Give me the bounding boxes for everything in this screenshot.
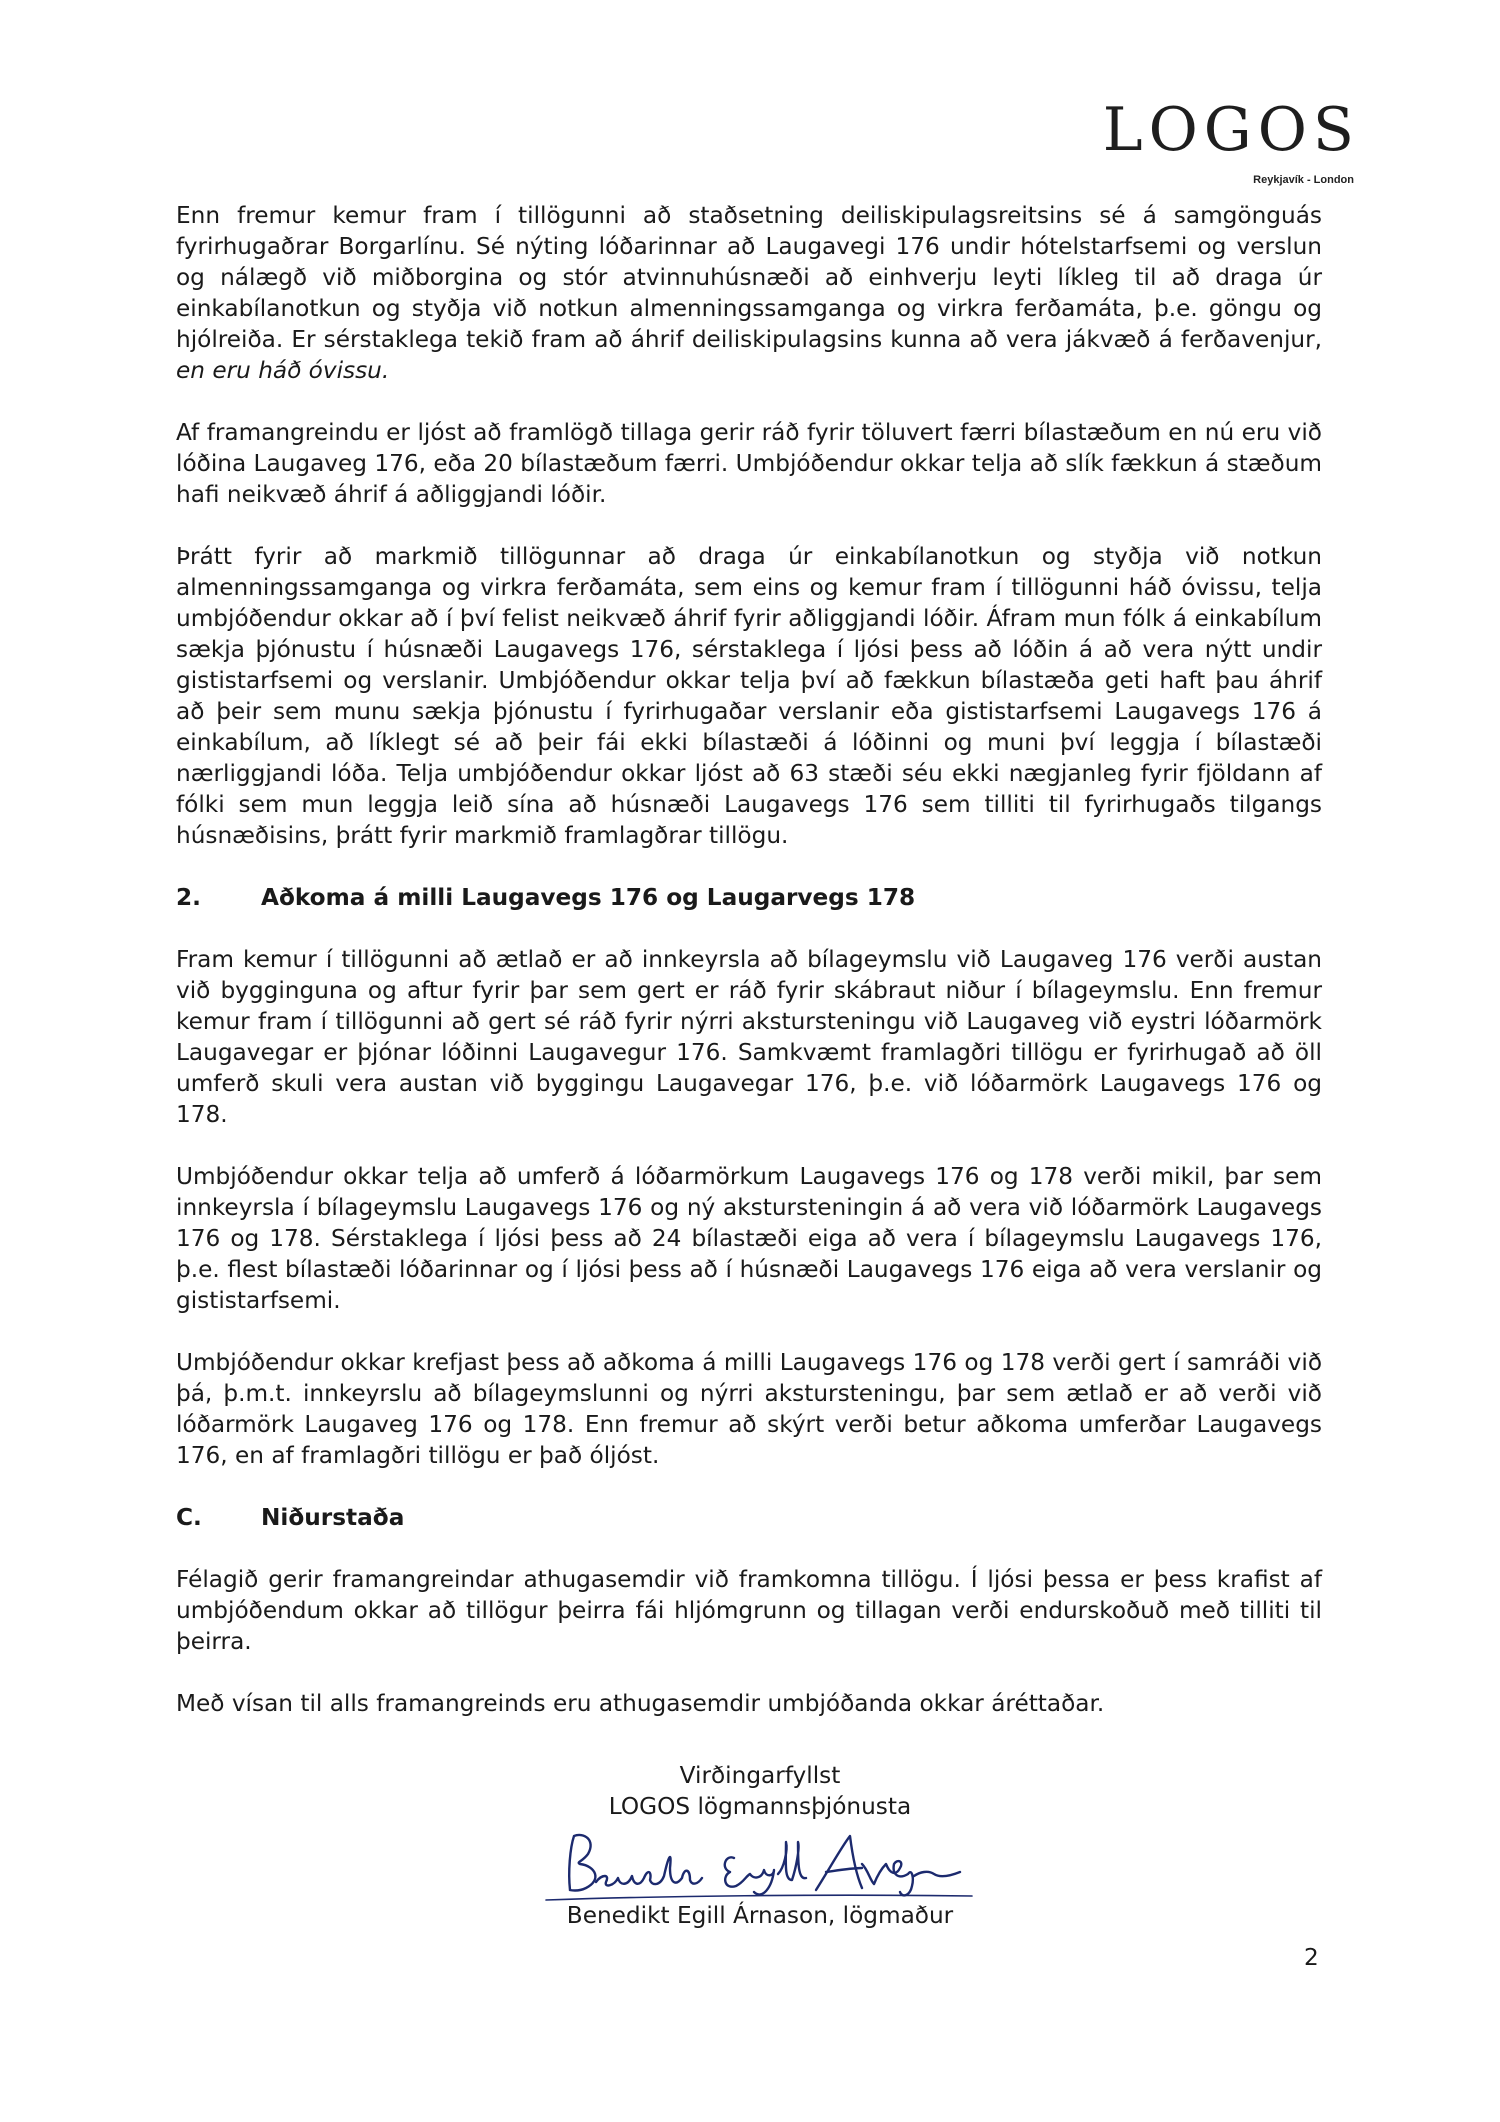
- handwritten-signature: [540, 1828, 980, 1904]
- paragraph-traffic: Umbjóðendur okkar telja að umferð á lóðarmörkum Laugavegs 176 og 178 verði mikil, þar sem innkeyrsla í bílageymslu Laugavegs 176 og ný akstursteningin á að vera við lóðarmörk Laugavegs 176 og 178. Sérstaklega í ljósi þess að 24 bílastæði eiga að vera í bílageymslu Laugavegs 176, þ.e. flest bílastæði lóðarinnar og í ljósi þess að í húsnæði Laugavegs 176 eiga að vera verslanir og gististarfsemi.: [176, 1163, 1322, 1314]
- paragraph-borgarlina: [176, 200, 1322, 386]
- section-number: C.: [176, 1504, 202, 1531]
- paragraph-closing: Með vísan til alls framangreinds eru athugasemdir umbjóðanda okkar áréttaðar.: [176, 1690, 1105, 1717]
- letterhead-locations: Reykjavík - London: [1253, 174, 1354, 186]
- firm-name: LOGOS lögmannsþjónusta: [608, 1793, 912, 1820]
- closing-salutation: Virðingarfyllst: [679, 1762, 841, 1789]
- letter-body: [176, 200, 1322, 1750]
- paragraph-emphasis: en eru háð óvissu.: [176, 357, 390, 384]
- section-heading-access: [176, 882, 1322, 913]
- paragraph-driveway: Fram kemur í tillögunni að ætlað er að innkeyrsla að bílageymslu við Laugaveg 176 verði austan við bygginguna og aftur fyrir þar sem gert er ráð fyrir skábraut niður í bílageymslu. Enn fremur kemur fram í tillögunni að gert sé ráð fyrir nýrri akstursteningu við Laugaveg við eystri lóðarmörk Laugavegar er þjónar lóðinni Laugavegur 176. Samkvæmt framlagðri tillögu er fyrirhugað að öll umferð skuli vera austan við byggingu Laugavegar 176, þ.e. við lóðarmörk Laugavegs 176 og 178.: [176, 946, 1322, 1128]
- signatory-name: Benedikt Egill Árnason, lögmaður: [566, 1902, 954, 1929]
- paragraph-parking-reduction: Af framangreindu er ljóst að framlögð tillaga gerir ráð fyrir töluvert færri bílastæðum en nú eru við lóðina Laugaveg 176, eða 20 bílastæðum færri. Umbjóðendur okkar telja að slík fækkun á stæðum hafi neikvæð áhrif á aðliggjandi lóðir.: [176, 419, 1322, 508]
- page-number: 2: [1304, 1944, 1319, 1971]
- signature-block: [520, 1760, 1000, 1931]
- letterhead: [1102, 95, 1360, 186]
- logos-logo: LOGOS: [1102, 95, 1360, 165]
- section-heading-conclusion: [176, 1502, 1322, 1533]
- section-title: Aðkoma á milli Laugavegs 176 og Laugarvegs 178: [261, 884, 916, 911]
- paragraph-text: Enn fremur kemur fram í tillögunni að staðsetning deiliskipulagsreitsins sé á samgönguás fyrirhugaðrar Borgarlínu. Sé nýting lóðarinnar að Laugavegi 176 undir hótelstarfsemi og verslun og nálægð við miðborgina og stór atvinnuhúsnæði að einhverju leyti líkleg til að draga úr einkabílanotkun og styðja við notkun almenningssamganga og virkra ferðamáta, þ.e. göngu og hjólreiða. Er sérstaklega tekið fram að áhrif deiliskipulagsins kunna að vera jákvæð á ferðavenjur,: [176, 202, 1322, 353]
- section-number: 2.: [176, 884, 201, 911]
- paragraph-conclusion: Félagið gerir framangreindar athugasemdir við framkomna tillögu. Í ljósi þessa er þess krafist af umbjóðendum okkar að tillögur þeirra fái hljómgrunn og tillagan verði endurskoðuð með tilliti til þeirra.: [176, 1566, 1322, 1655]
- paragraph-parking-impact: Þrátt fyrir að markmið tillögunnar að draga úr einkabílanotkun og styðja við notkun almenningssamganga og virkra ferðamáta, sem eins og kemur fram í tillögunni háð óvissu, telja umbjóðendur okkar að í því felist neikvæð áhrif fyrir aðliggjandi lóðir. Áfram mun fólk á einkabílum sækja þjónustu í húsnæði Laugavegs 176, sérstaklega í ljósi þess að lóðin á að vera nýtt undir gististarfsemi og verslanir. Umbjóðendur okkar telja því að fækkun bílastæða geti haft þau áhrif að þeir sem munu sækja þjónustu í fyrirhugaðar verslanir eða gististarfsemi Laugavegs 176 á einkabílum, að líklegt sé að þeir fái ekki bílastæði á lóðinni og muni því leggja í bílastæði nærliggjandi lóða. Telja umbjóðendur okkar ljóst að 63 stæði séu ekki nægjanleg fyrir fjöldann af fólki sem mun leggja leið sína að húsnæði Laugavegs 176 sem tilliti til fyrirhugaðs tilgangs húsnæðisins, þrátt fyrir markmið framlagðrar tillögu.: [176, 543, 1322, 849]
- paragraph-demand: Umbjóðendur okkar krefjast þess að aðkoma á milli Laugavegs 176 og 178 verði gert í samráði við þá, þ.m.t. innkeyrslu að bílageymslunni og nýrri akstursteningu, þar sem ætlað er að verði við lóðarmörk Laugaveg 176 og 178. Enn fremur að skýrt verði betur aðkoma umferðar Laugavegs 176, en af framlagðri tillögu er það óljóst.: [176, 1349, 1322, 1469]
- section-title: Niðurstaða: [261, 1504, 405, 1531]
